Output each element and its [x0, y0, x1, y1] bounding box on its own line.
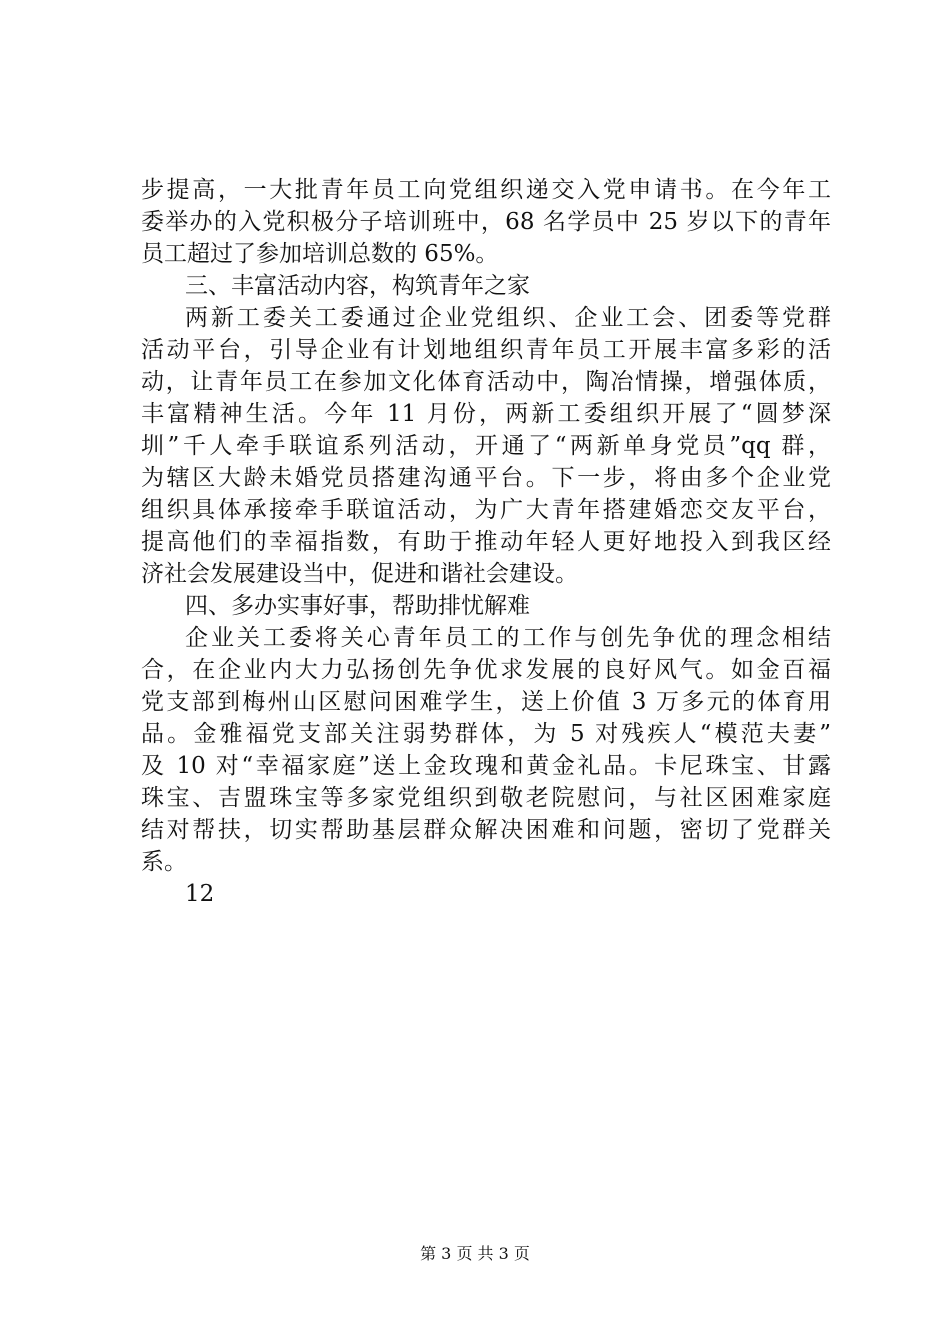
- body-line: 组织具体承接牵手联谊活动，为广大青年搭建婚恋交友平台，: [141, 497, 831, 523]
- body-line: 品。金雅福党支部关注弱势群体，为 5 对残疾人“模范夫妻”: [141, 721, 831, 747]
- body-line: 提高他们的幸福指数，有助于推动年轻人更好地投入到我区经: [141, 529, 831, 555]
- body-line: 珠宝、吉盟珠宝等多家党组织到敬老院慰问，与社区困难家庭: [141, 785, 831, 811]
- body-line: 济社会发展建设当中，促进和谐社会建设。: [141, 561, 578, 587]
- body-line: 丰富精神生活。今年 11 月份，两新工委组织开展了“圆梦深: [141, 401, 831, 427]
- body-line: 圳”千人牵手联谊系列活动，开通了“两新单身党员”qq 群，: [141, 433, 831, 459]
- body-line: 合，在企业内大力弘扬创先争优求发展的良好风气。如金百福: [141, 657, 831, 683]
- section-heading: 三、丰富活动内容，构筑青年之家: [185, 273, 530, 299]
- body-line: 员工超过了参加培训总数的 65%。: [141, 241, 499, 267]
- body-line: 及 10 对“幸福家庭”送上金玫瑰和黄金礼品。卡尼珠宝、甘露: [141, 753, 831, 779]
- page-footer: 第 3 页 共 3 页: [420, 1244, 530, 1263]
- body-line: 系。: [141, 849, 187, 875]
- document-body: [141, 174, 831, 910]
- body-line: 活动平台，引导企业有计划地组织青年员工开展丰富多彩的活: [141, 337, 831, 363]
- body-line: 结对帮扶，切实帮助基层群众解决困难和问题，密切了党群关: [141, 817, 831, 843]
- body-line: 企业关工委将关心青年员工的工作与创先争优的理念相结: [185, 625, 831, 651]
- body-line: 为辖区大龄未婚党员搭建沟通平台。下一步，将由多个企业党: [141, 465, 831, 491]
- body-line: 动，让青年员工在参加文化体育活动中，陶冶情操，增强体质，: [141, 369, 831, 395]
- body-line: 委举办的入党积极分子培训班中，68 名学员中 25 岁以下的青年: [141, 209, 831, 235]
- body-line: 两新工委关工委通过企业党组织、企业工会、团委等党群: [185, 305, 831, 331]
- body-line: 步提高，一大批青年员工向党组织递交入党申请书。在今年工: [141, 177, 831, 203]
- body-line: 12: [185, 881, 215, 907]
- body-line: 党支部到梅州山区慰问困难学生，送上价值 3 万多元的体育用: [141, 689, 831, 715]
- section-heading: 四、多办实事好事，帮助排忧解难: [185, 593, 530, 619]
